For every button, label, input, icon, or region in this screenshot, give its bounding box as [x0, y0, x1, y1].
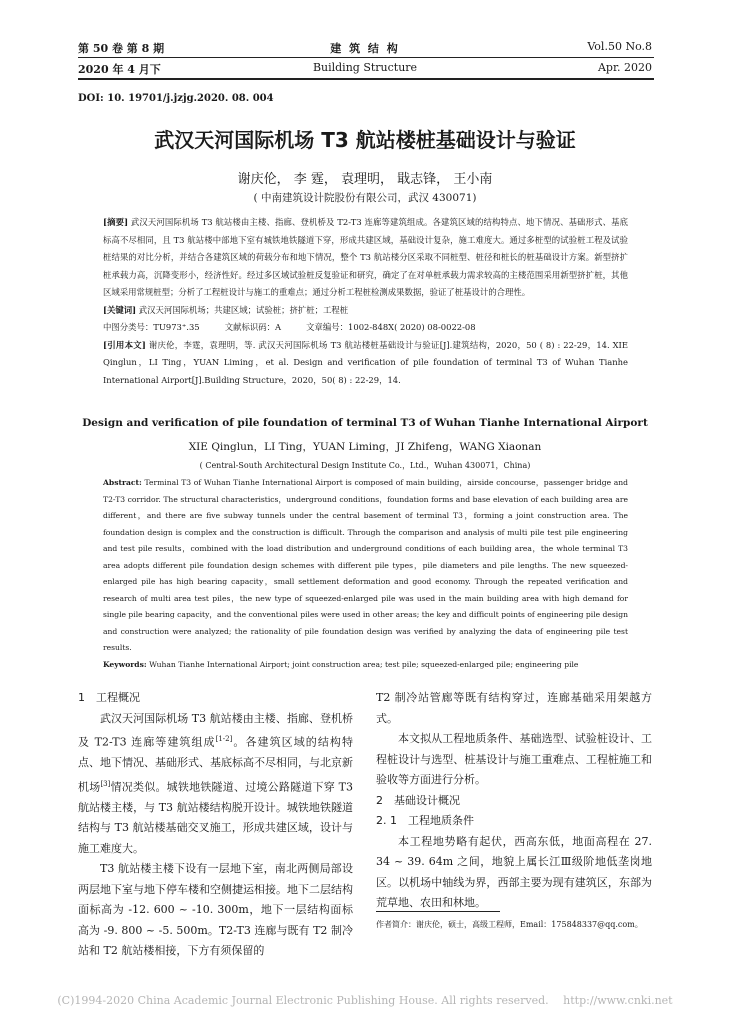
abstract-en-block	[103, 475, 628, 673]
header-center-top: 建 筑 结 构	[330, 42, 400, 55]
body-right-column	[376, 688, 652, 914]
keywords-en	[103, 657, 628, 674]
p1-text-a: 武汉天河国际机场 T3 航站楼由主楼、指廊、登机桥及 T2-T3 连廊等建筑组成	[78, 711, 353, 749]
ref-1-2: [1-2]	[215, 735, 233, 743]
title-cn: 武汉天河国际机场 T3 航站楼桩基础设计与验证	[154, 128, 576, 152]
abstract-cn-text: 武汉天河国际机场 T3 航站楼由主楼、指廊、登机桥及 T2-T3 连廊等建筑组成。各建筑区域的结构特点、地下情况、基础形式、基底标高不尽相同，且 T3 航站楼中部地下室有城铁地铁隧道下穿，形成共建区域，基础设计复杂，施工难度大。通过多桩型的试验桩工程及试验桩结果的对比分析，并结合各建筑区域的荷载分布和地下情况，整个 T3 航站楼分区采取不同桩型、桩径和桩长的桩基础设计方案。新型挤扩桩承载力高，沉降变形小，经济性好。经过多区域试验桩反复验证和研究，确定了在对单桩承载力需求较高的主楼范围采用新型挤扩桩，其他区域采用常规桩型；分析了工程桩设计与施工的重难点；通过分析工程桩检测成果数据，验证了桩基设计的合理性。	[103, 217, 628, 297]
keywords-en-text: Wuhan Tianhe International Airport; joint construction area; test pile; squeezed-enlarged pile; engineering pile	[149, 659, 579, 669]
section-2-1-heading: 2. 1 工程地质条件	[376, 814, 474, 827]
abstract-cn-block	[103, 214, 628, 389]
header-left-bottom: 2020 年 4 月下	[78, 63, 161, 76]
section-1-paragraph-1	[78, 709, 353, 860]
affiliation-en: ( Central-South Architectural Design Institute Co.，Ltd.，Wuhan 430071，China)	[199, 461, 531, 470]
abstract-cn-label: [摘要]	[103, 217, 129, 227]
paragraph-intro: 本文拟从工程地质条件、基础选型、试验桩设计、工程桩设计与选型、桩基设计与施工重难点、工程桩施工和验收等方面进行分析。	[376, 732, 652, 786]
header-center-bottom: Building Structure	[312, 61, 418, 74]
footnote-rule	[376, 911, 500, 912]
header-right-bottom: Apr. 2020	[597, 61, 652, 74]
affiliation-cn: ( 中南建筑设计院股份有限公司，武汉 430071)	[253, 192, 477, 204]
doi: DOI: 10. 19701/j.jzjg.2020. 08. 004	[78, 93, 274, 104]
keywords-en-label: Keywords:	[103, 659, 147, 669]
section-2-heading: 2 基础设计概况	[376, 793, 460, 807]
citation-text: 谢庆伦，李霆，袁理明，等. 武汉天河国际机场 T3 航站楼桩基础设计与验证[J].建筑结构，2020，50 ( 8) : 22-29，14. XIE Qinglun，LI Ting，YUAN Liming，et al. Design and verification of pile foundation of terminal T3 of Wuhan Tianhe International Airport[J].Building Structure，2020，50( 8) : 22-29，14.	[103, 339, 628, 385]
citation	[103, 337, 628, 390]
abstract-en-text: Terminal T3 of Wuhan Tianhe International Airport is composed of main building，airside concourse，passenger bridge and T2-T3 corridor. The structural characteristics，underground conditions，foundation forms and base elevation of each building area are different，and there are five subway tunnels under the central basement of terminal T3，forming a joint construction area. The foundation design is complex and the construction is difficult. Through the comparison and analysis of multi pile test pile engineering and test pile results，combined with the load distribution and underground conditions of each building area，the whole terminal T3 area adopts different pile foundation design schemes with different pile types，pile diameters and pile lengths. The new squeezed-enlarged pile has high bearing capacity，small settlement deformation and good economy. Through the repeated verification and research of multi area test piles，the new type of squeezed-enlarged pile was used in the main building area with high demand for single pile bearing capacity，and the conventional piles were used in other areas; the key and difficult points of engineering pile design and construction were analyzed; the rationality of pile foundation design was verified by analyzing the data of engineering pile test results.	[103, 478, 628, 652]
author-footnote: 作者简介：谢庆伦，硕士，高级工程师，Email：175848337@qq.com。	[376, 920, 643, 929]
p1-text-b: 。各建筑区域的结构特点、地下情况、基础形式、基底标高不尽相同，与北京新机场	[78, 735, 353, 794]
paragraph-continued: T2 制冷站管廊等既有结构穿过，连廊基础采用架越方式。	[376, 691, 652, 725]
keywords-cn	[103, 302, 628, 320]
classification-line: 中图分类号：TU973⁺.35 文献标识码：A 文章编号：1002-848X( 2020) 08-0022-08	[103, 322, 476, 332]
header-left-top: 第 50 卷 第 8 期	[78, 42, 165, 55]
header-rule-bottom	[78, 78, 654, 80]
p1-text-c: 情况类似。城铁地铁隧道、过境公路隧道下穿 T3 航站楼主楼，与 T3 航站楼结构脱开设计。城铁地铁隧道结构与 T3 航站楼基础交叉施工，形成共建区域，设计与施工难度大。	[78, 780, 353, 855]
header-right-top: Vol.50 No.8	[587, 40, 652, 53]
header-rule-top	[78, 57, 654, 58]
abstract-en-label: Abstract:	[103, 478, 142, 487]
body-left-column	[78, 688, 353, 962]
ref-3: [3]	[100, 779, 111, 788]
abstract-en	[103, 475, 628, 657]
paragraph-geology: 本工程地势略有起伏，西高东低，地面高程在 27. 34 ~ 39. 64m 之间，地貌上属长江Ⅲ级阶地低垄岗地区。以机场中轴线为界，西部主要为现有建筑区，东部为荒草地、农田和林地。	[376, 834, 652, 909]
section-1-heading: 1 工程概况	[78, 691, 140, 704]
abstract-cn	[103, 214, 628, 302]
keywords-cn-text: 武汉天河国际机场；共建区域；试验桩；挤扩桩；工程桩	[138, 304, 349, 315]
authors-cn: 谢庆伦， 李 霆， 袁理明， 戢志锋， 王小南	[237, 172, 493, 187]
authors-en: XIE Qinglun，LI Ting，YUAN Liming，JI Zhifeng，WANG Xiaonan	[188, 441, 542, 453]
citation-label: [引用本文]	[103, 339, 146, 350]
keywords-cn-label: [关键词]	[103, 304, 137, 315]
copyright-watermark: (C)1994-2020 China Academic Journal Electronic Publishing House. All rights reserved. http://www.cnki.net	[57, 994, 673, 1007]
title-en: Design and verification of pile foundation of terminal T3 of Wuhan Tianhe International Airport	[82, 417, 648, 429]
section-1-paragraph-2: T3 航站楼主楼下设有一层地下室，南北两侧局部设两层地下室与地下停车楼和空侧捷运相接。地下二层结构面标高为 -12. 600 ~ -10. 300m，地下一层结构面标高为 -9. 800 ~ -5. 500m。T2-T3 连廊与既有 T2 制冷站和 T2 航站楼相接，下方有须保留的	[78, 862, 353, 958]
